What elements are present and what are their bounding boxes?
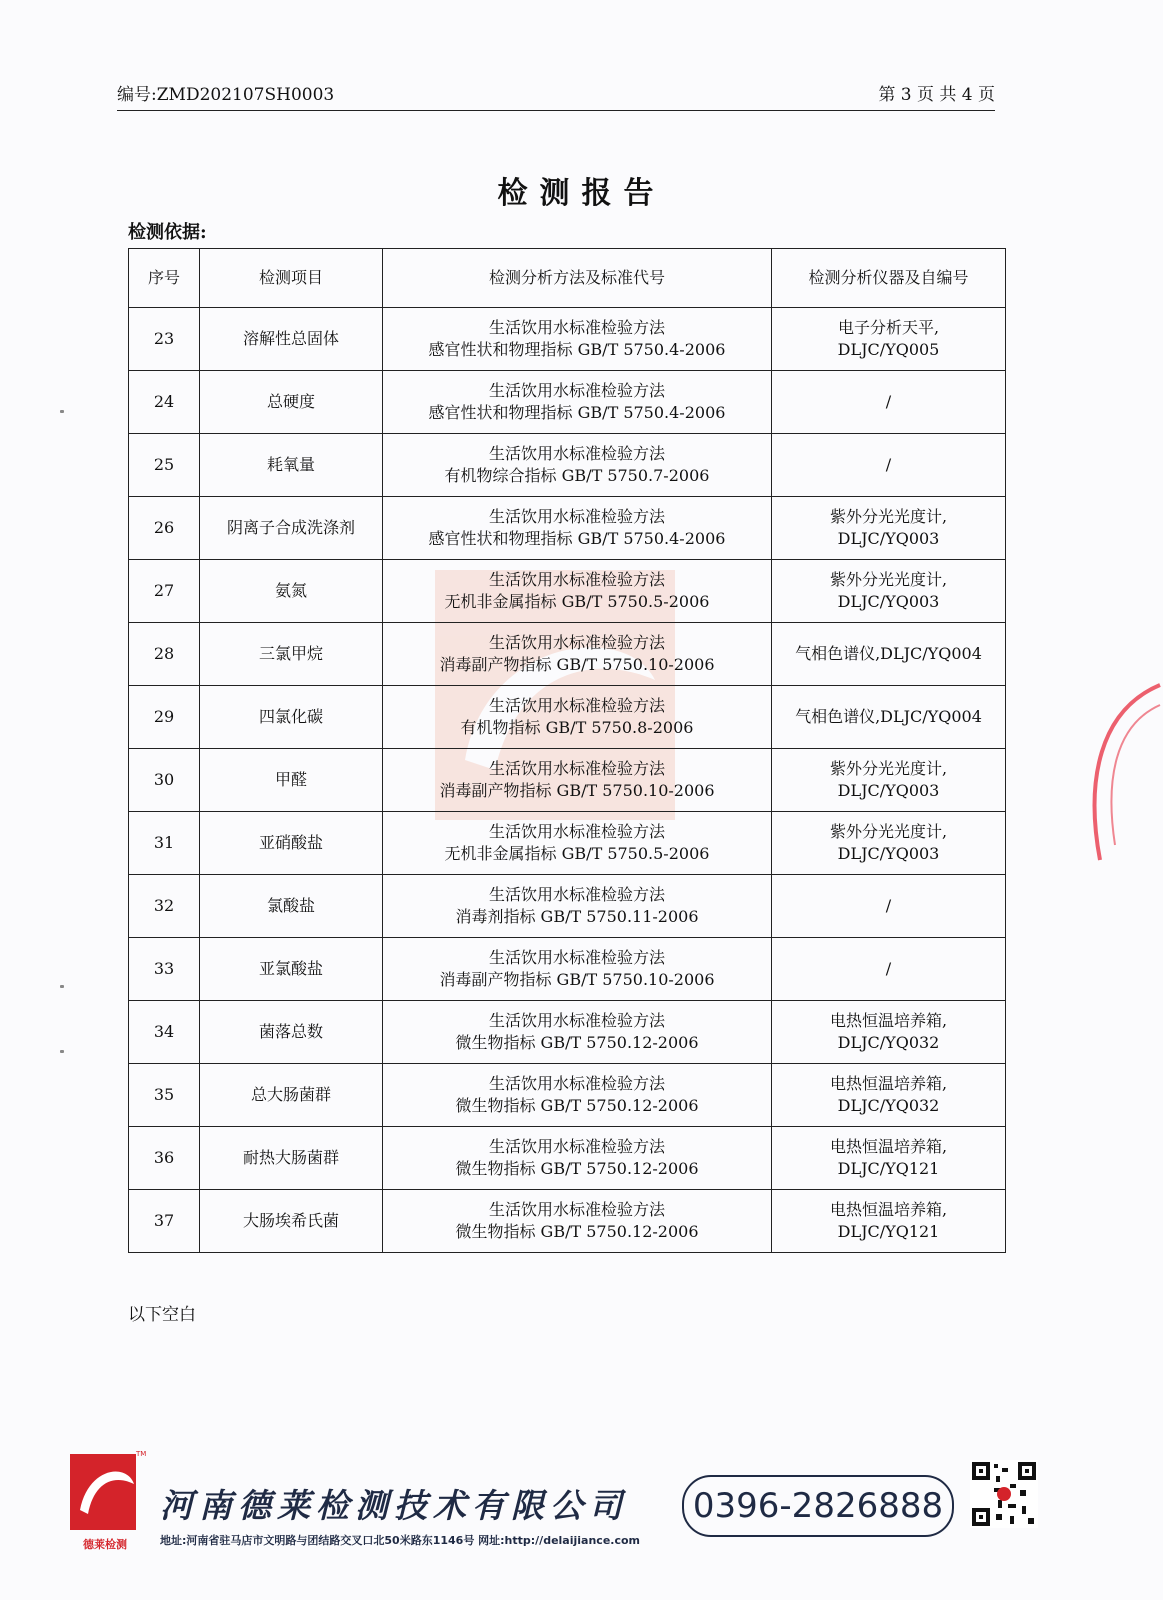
cell-method [383,812,772,875]
cell-instrument [772,749,1006,812]
cell-no-line: 27 [153,581,175,600]
page-header [117,80,995,114]
cell-instrument-line: DLJC/YQ121 [837,1222,940,1241]
cell-instrument-line: / [885,392,892,411]
cell-item [200,1190,383,1253]
cell-no-line: 25 [153,455,175,474]
cell-no [129,1064,200,1127]
cell-method-line: 感官性状和物理指标 GB/T 5750.4-2006 [428,529,726,548]
cell-item [200,1064,383,1127]
cell-item [200,371,383,434]
cell-instrument [772,938,1006,1001]
cell-no-line: 33 [153,959,175,978]
cell-item [200,434,383,497]
cell-no [129,560,200,623]
cell-method-line: 微生物指标 GB/T 5750.12-2006 [455,1222,699,1241]
cell-item-line: 亚氯酸盐 [258,959,323,978]
cell-item-line: 大肠埃希氏菌 [242,1211,339,1230]
cell-method-line: 生活饮用水标准检验方法 [488,381,665,400]
cell-instrument-line: 电热恒温培养箱, [829,1137,948,1156]
cell-method [383,1127,772,1190]
cell-no-line: 31 [153,833,175,852]
company-address: 地址:河南省驻马店市文明路与团结路交叉口北50米路东1146号 网址:http://delaijiance.com [160,1534,640,1547]
cell-instrument [772,308,1006,371]
basis-label: 检测依据: [128,222,207,243]
cell-no [129,938,200,1001]
header-divider [117,110,995,111]
cell-method [383,560,772,623]
cell-item [200,1001,383,1064]
cell-item [200,560,383,623]
cell-instrument-line: / [885,455,892,474]
table-row [129,749,1006,812]
cell-instrument-line: 电热恒温培养箱, [829,1200,948,1219]
cell-item-line: 菌落总数 [258,1022,323,1041]
cell-instrument [772,1190,1006,1253]
table-row [129,875,1006,938]
cell-item-line: 亚硝酸盐 [258,833,323,852]
cell-method-line: 生活饮用水标准检验方法 [488,885,665,904]
cell-instrument [772,1127,1006,1190]
cell-no-line: 26 [153,518,175,537]
cell-instrument-line: DLJC/YQ003 [837,844,940,863]
cell-no [129,1190,200,1253]
cell-method-line: 生活饮用水标准检验方法 [488,444,665,463]
cell-item [200,497,383,560]
cell-no-line: 36 [153,1148,175,1167]
table-row [129,497,1006,560]
cell-no [129,749,200,812]
cell-instrument-line: 气相色谱仪,DLJC/YQ004 [795,707,982,726]
cell-no [129,1127,200,1190]
cell-method-line: 感官性状和物理指标 GB/T 5750.4-2006 [428,403,726,422]
cell-no-line: 37 [153,1211,175,1230]
cell-method-line: 微生物指标 GB/T 5750.12-2006 [455,1159,699,1178]
cell-method-line: 无机非金属指标 GB/T 5750.5-2006 [444,844,710,863]
scan-speck [60,985,64,988]
cell-no-line: 24 [153,392,175,411]
blank-below-note: 以下空白 [128,1305,196,1325]
table-row [129,623,1006,686]
cell-instrument [772,812,1006,875]
cell-instrument-line: 电热恒温培养箱, [829,1011,948,1030]
cell-item [200,1127,383,1190]
cell-item [200,623,383,686]
cell-item [200,812,383,875]
company-name: 河南德莱检测技术有限公司 [160,1486,628,1525]
cell-instrument-line: DLJC/YQ121 [837,1159,940,1178]
cell-no-line: 23 [153,329,175,348]
cell-method-line: 有机物综合指标 GB/T 5750.7-2006 [444,466,710,485]
cell-instrument-line: 紫外分光光度计, [829,759,948,778]
cell-method-line: 生活饮用水标准检验方法 [488,822,665,841]
page-info: 第 3 页 共 4 页 [878,85,995,105]
cell-no [129,875,200,938]
cell-item-line: 总硬度 [266,392,315,411]
cell-item-line: 四氯化碳 [258,707,323,726]
cell-method-line: 微生物指标 GB/T 5750.12-2006 [455,1096,699,1115]
cell-method [383,497,772,560]
cell-instrument [772,875,1006,938]
table-row [129,1127,1006,1190]
cell-item [200,308,383,371]
cell-method [383,308,772,371]
cell-no-line: 28 [153,644,175,663]
table-row [129,1190,1006,1253]
table-row [129,371,1006,434]
cell-no [129,434,200,497]
cell-instrument-line: DLJC/YQ032 [837,1096,940,1115]
cell-method-line: 生活饮用水标准检验方法 [488,696,665,715]
cell-instrument-line: 电子分析天平, [837,318,940,337]
cell-method-line: 感官性状和物理指标 GB/T 5750.4-2006 [428,340,726,359]
cell-item-line: 阴离子合成洗涤剂 [226,518,355,537]
cell-method [383,1064,772,1127]
cell-item [200,749,383,812]
cell-method-line: 生活饮用水标准检验方法 [488,1011,665,1030]
test-basis-table [128,248,1006,1253]
cell-method [383,875,772,938]
report-number: 编号:ZMD202107SH0003 [117,85,335,105]
cell-instrument-line: / [885,959,892,978]
cell-item [200,686,383,749]
cell-no-line: 34 [153,1022,175,1041]
cell-item-line: 溶解性总固体 [242,329,339,348]
cell-no [129,371,200,434]
cell-instrument [772,686,1006,749]
cell-instrument [772,623,1006,686]
cell-method [383,686,772,749]
cell-instrument [772,560,1006,623]
cell-method [383,623,772,686]
table-row [129,1001,1006,1064]
cell-instrument-line: DLJC/YQ003 [837,529,940,548]
cell-item-line: 总大肠菌群 [250,1085,331,1104]
company-logo-icon [66,1448,147,1538]
cell-instrument [772,371,1006,434]
company-phone: 0396-2826888 [682,1475,954,1537]
cell-method-line: 消毒副产物指标 GB/T 5750.10-2006 [439,970,715,989]
cell-method-line: 生活饮用水标准检验方法 [488,570,665,589]
cell-no [129,308,200,371]
cell-method-line: 生活饮用水标准检验方法 [488,633,665,652]
cell-method-line: 生活饮用水标准检验方法 [488,948,665,967]
cell-method-line: 消毒副产物指标 GB/T 5750.10-2006 [439,781,715,800]
cell-instrument-line: DLJC/YQ005 [837,340,940,359]
table-row [129,308,1006,371]
cell-instrument-line: DLJC/YQ032 [837,1033,940,1052]
cell-item-line: 氨氮 [274,581,307,600]
cell-instrument-line: 电热恒温培养箱, [829,1074,948,1093]
cell-method-line: 微生物指标 GB/T 5750.12-2006 [455,1033,699,1052]
cell-no-line: 32 [153,896,175,915]
cell-item-line: 三氯甲烷 [258,644,323,663]
table-row [129,812,1006,875]
cell-instrument-line: / [885,896,892,915]
table-row [129,686,1006,749]
cell-method [383,938,772,1001]
svg-text:TM: TM [136,1450,147,1458]
scan-speck [60,1050,64,1053]
cell-method-line: 有机物指标 GB/T 5750.8-2006 [460,718,694,737]
cell-instrument [772,1064,1006,1127]
header-method: 检测分析方法及标准代号 [383,249,772,308]
qr-code-icon [970,1460,1038,1528]
cell-no-line: 30 [153,770,175,789]
cell-no [129,686,200,749]
table-row [129,434,1006,497]
header-item: 检测项目 [200,249,383,308]
cell-method-line: 无机非金属指标 GB/T 5750.5-2006 [444,592,710,611]
cell-no-line: 35 [153,1085,175,1104]
cell-no [129,623,200,686]
page-title: 检测报告 [497,176,666,211]
cell-method-line: 生活饮用水标准检验方法 [488,759,665,778]
table-row [129,938,1006,1001]
seal-stamp-icon [1080,680,1160,880]
cell-instrument-line: DLJC/YQ003 [837,592,940,611]
cell-instrument-line: 紫外分光光度计, [829,507,948,526]
cell-no-line: 29 [153,707,175,726]
cell-item-line: 甲醛 [274,770,307,789]
cell-item-line: 耐热大肠菌群 [242,1148,339,1167]
cell-instrument-line: 紫外分光光度计, [829,822,948,841]
cell-method-line: 生活饮用水标准检验方法 [488,1200,665,1219]
cell-instrument [772,497,1006,560]
table-header-row [129,249,1006,308]
cell-method-line: 消毒剂指标 GB/T 5750.11-2006 [455,907,699,926]
cell-method [383,749,772,812]
cell-method-line: 生活饮用水标准检验方法 [488,507,665,526]
cell-item-line: 耗氧量 [266,455,315,474]
header-no: 序号 [129,249,200,308]
scan-speck [60,410,64,413]
cell-item [200,938,383,1001]
cell-instrument-line: 紫外分光光度计, [829,570,948,589]
header-instrument: 检测分析仪器及自编号 [772,249,1006,308]
cell-instrument [772,434,1006,497]
cell-no [129,812,200,875]
cell-instrument-line: 气相色谱仪,DLJC/YQ004 [795,644,982,663]
table-row [129,560,1006,623]
cell-method [383,434,772,497]
cell-method-line: 生活饮用水标准检验方法 [488,318,665,337]
cell-item-line: 氯酸盐 [266,896,315,915]
cell-method-line: 生活饮用水标准检验方法 [488,1074,665,1093]
cell-instrument [772,1001,1006,1064]
cell-item [200,875,383,938]
cell-method-line: 消毒副产物指标 GB/T 5750.10-2006 [439,655,715,674]
cell-no [129,1001,200,1064]
cell-instrument-line: DLJC/YQ003 [837,781,940,800]
cell-method [383,1190,772,1253]
logo-caption: 德莱检测 [83,1538,127,1551]
cell-method-line: 生活饮用水标准检验方法 [488,1137,665,1156]
cell-method [383,1001,772,1064]
table-row [129,1064,1006,1127]
cell-method [383,371,772,434]
cell-no [129,497,200,560]
